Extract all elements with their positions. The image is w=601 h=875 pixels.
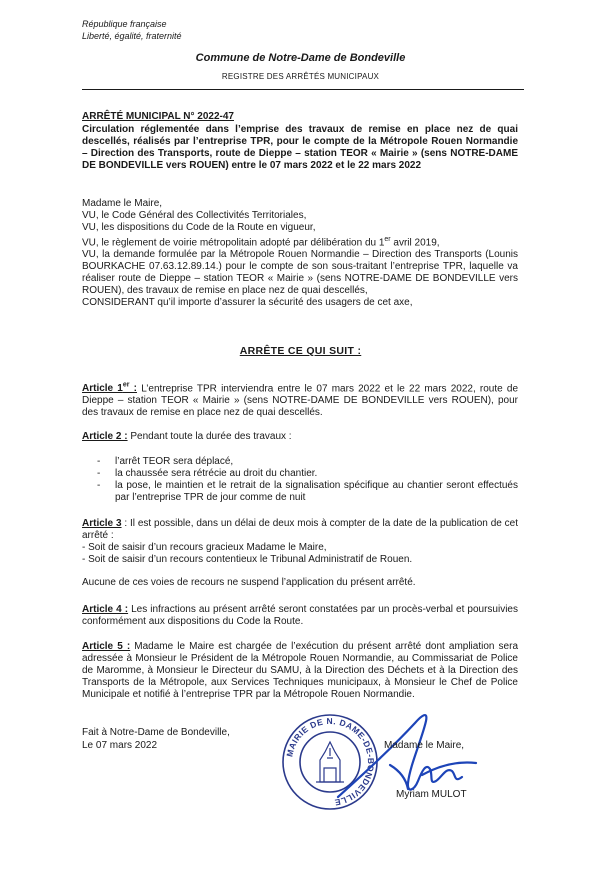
article-2-label: Article 2 : xyxy=(82,431,128,442)
registre-title: REGISTRE DES ARRÊTÉS MUNICIPAUX xyxy=(221,72,380,81)
list-item: - l’arrêt TEOR sera déplacé, xyxy=(95,456,518,468)
article-2-text: Pendant toute la durée des travaux : xyxy=(127,431,292,442)
article-3 xyxy=(82,518,518,566)
visas-block xyxy=(82,198,518,309)
article-3-label: Article 3 xyxy=(82,518,122,529)
visa-4: VU, la demande formulée par la Métropole Rouen Normandie – Direction des Transports (Lounis BOURKACHE 07.63.12.89.14.) pour le compte de son sous-traitant l’entreprise TPR, laquelle va réaliser route de Dieppe – station TEOR « Mairie » (sens NOTRE-DAME DE BONDEVILLE vers ROUEN), des travaux de remise en place nez de quai descellés, xyxy=(82,249,518,297)
svg-text:MAIRIE DE N. DAME-DE-BONDEVILL: MAIRIE DE N. DAME-DE-BONDEVILLE xyxy=(284,715,377,808)
article-1-text: L’entreprise TPR interviendra entre le 07 mars 2022 et le 22 mars 2022, route de Dieppe – station TEOR « Mairie » (sens NOTRE-DAME DE BONDEVILLE vers ROUEN), pour des travaux de remise en place nez de quai descellés. xyxy=(82,383,519,419)
article-5-text: Madame le Maire est chargée de l’exécution du présent arrêté dont ampliation sera adressée à Monsieur le Président de la Métropole Rouen Normandie, au Commissariat de Police de Maromme, à Monsieur le Directeur du SAMU, à la Direction des Déchets et à la Direction des Transports de la Métropole, aux Services Techniques municipaux, à Monsieur le Chef de Police Municipale et notifié à l’entreprise TPR par la Métropole Rouen Normandie. xyxy=(82,641,519,700)
fait-place: Fait à Notre-Dame de Bondeville, xyxy=(82,727,230,738)
visa-maire: Madame le Maire, xyxy=(82,198,163,209)
article-2-list xyxy=(95,456,518,504)
article-4-label: Article 4 : xyxy=(82,604,129,615)
republic-header xyxy=(82,18,182,42)
signataire-role: Madame le Maire, xyxy=(384,740,465,751)
fait-date: Le 07 mars 2022 xyxy=(82,740,158,751)
republic-line-1: République française xyxy=(82,19,167,29)
commune-title: Commune de Notre-Dame de Bondeville xyxy=(195,52,406,64)
header-divider xyxy=(82,89,524,90)
article-3-note: Aucune de ces voies de recours ne suspend l’application du présent arrêté. xyxy=(82,577,416,588)
fait-block xyxy=(82,726,230,752)
visa-3-sup: er xyxy=(384,236,391,243)
signataire-name: Myriam MULOT xyxy=(396,789,467,800)
article-1 xyxy=(82,380,518,419)
visa-3 xyxy=(82,234,518,249)
article-1-label: Article 1er : xyxy=(82,382,138,395)
list-item: - la chaussée sera rétrécie au droit du chantier. xyxy=(95,468,518,480)
visa-1: VU, le Code Général des Collectivités Territoriales, xyxy=(82,210,307,221)
article-3-line-2: - Soit de saisir d’un recours contentieux le Tribunal Administratif de Rouen. xyxy=(82,554,413,565)
article-2 xyxy=(82,431,518,443)
article-3-line-1: - Soit de saisir d’un recours gracieux Madame le Maire, xyxy=(82,542,327,553)
list-item: - la pose, le maintien et le retrait de la signalisation spécifique au chantier seront effectués par l’entreprise TPR de jour comme de nuit xyxy=(95,480,518,504)
visa-3-text: VU, le règlement de voirie métropolitain adopté par délibération du 1 xyxy=(82,237,385,249)
considerant: CONSIDERANT qu’il importe d’assurer la sécurité des usagers de cet axe, xyxy=(82,297,413,309)
article-3-text: : Il est possible, dans un délai de deux mois à compter de la date de la publication de cet arrêté : xyxy=(82,518,518,541)
article-4 xyxy=(82,604,518,628)
visa-3-end: avril 2019, xyxy=(390,237,440,249)
article-5-label: Article 5 : xyxy=(82,641,131,652)
article-5 xyxy=(82,641,518,701)
article-4-text: Les infractions au présent arrêté seront constatées par un procès-verbal et poursuivies conformément aux dispositions du Code la Route. xyxy=(82,604,518,627)
visa-2: VU, les dispositions du Code de la Route en vigueur, xyxy=(82,222,316,233)
arrete-objet: Circulation réglementée dans l’emprise des travaux de remise en place nez de quai descellés, réalisés par l’entreprise TPR, pour le compte de la Métropole Rouen Normandie – Direction des Transports, route de Dieppe – station TEOR « Mairie » (sens NOTRE-DAME DE BONDEVILLE vers ROUEN) entre le 07 mars 2022 et le 22 mars 2022 xyxy=(82,124,518,171)
arrete-number: ARRÊTÉ MUNICIPAL N° 2022-47 xyxy=(82,111,234,122)
republic-line-2: Liberté, égalité, fraternité xyxy=(82,31,182,41)
arrete-ce-heading: ARRÊTE CE QUI SUIT : xyxy=(239,345,362,357)
